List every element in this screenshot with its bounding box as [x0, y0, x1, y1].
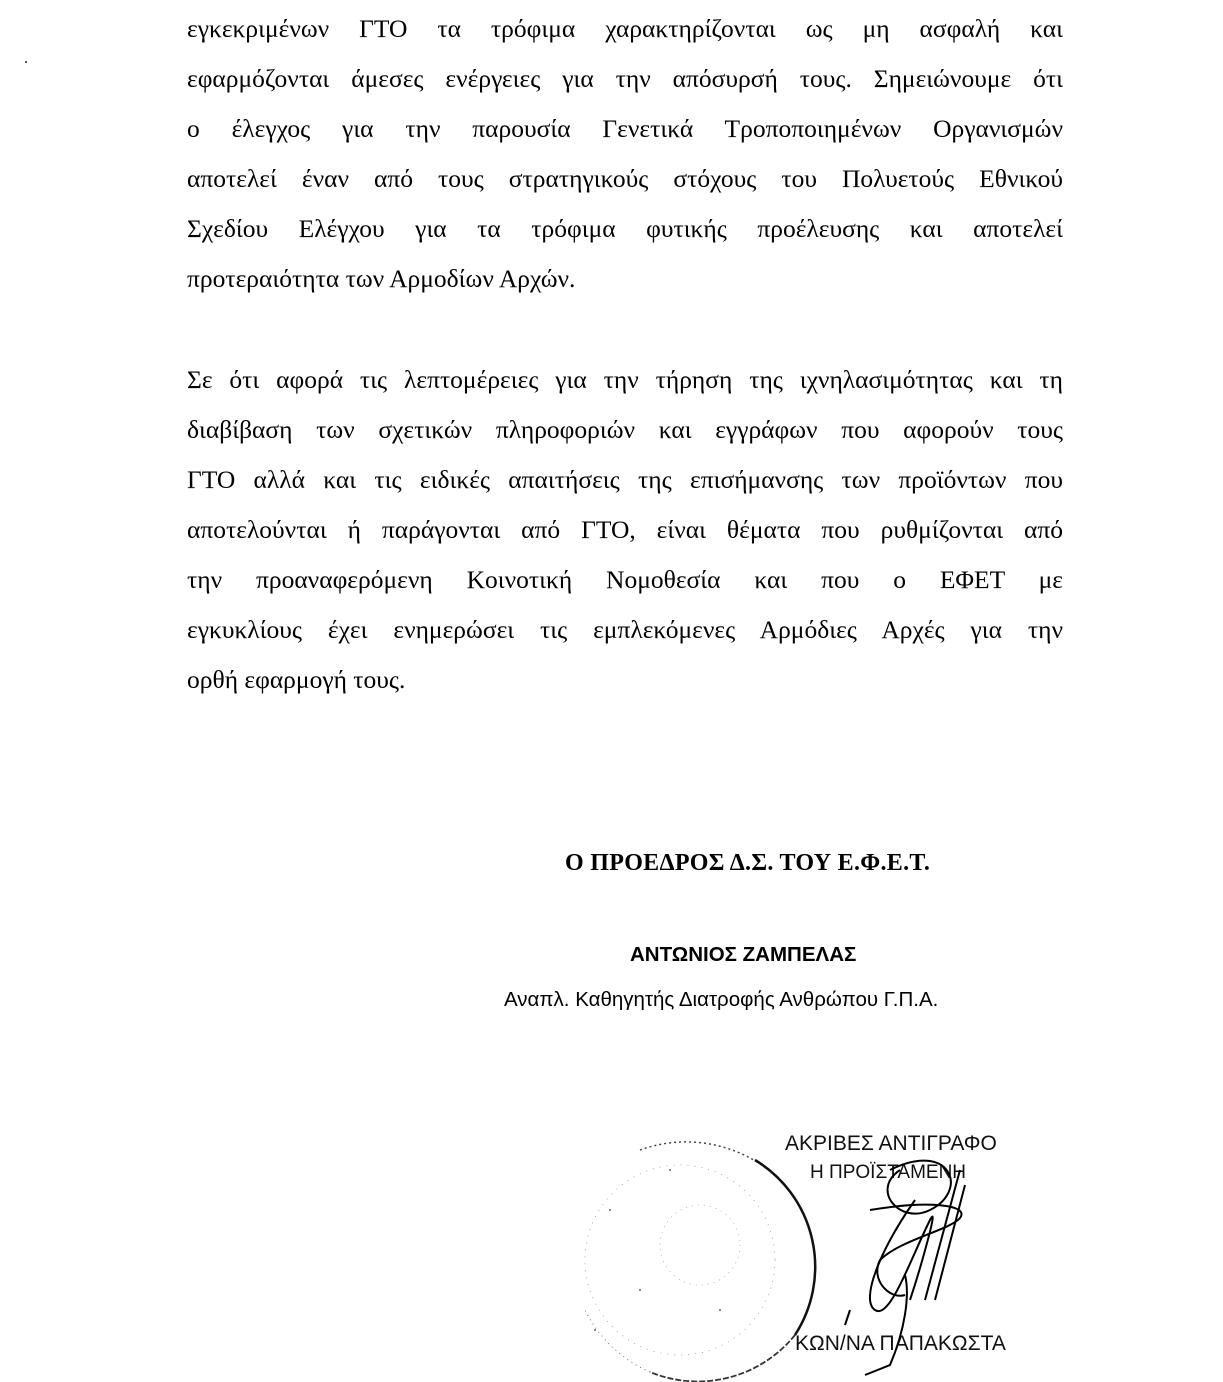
- text-line: εγκυκλίους έχει ενημερώσει τις εμπλεκόμενες Αρμόδιες Αρχές για την: [187, 615, 1063, 644]
- text-line: αποτελούνται ή παράγονται από ΓΤΟ, είναι θέματα που ρυθμίζονται από: [187, 515, 1063, 544]
- text-line: ορθή εφαρμογή τους.: [187, 665, 406, 694]
- text-line: ΓΤΟ αλλά και τις ειδικές απαιτήσεις της επισήμανσης των προϊόντων που: [187, 465, 1063, 494]
- text-line: Σε ότι αφορά τις λεπτομέρειες για την τήρηση της ιχνηλασιμότητας και τη: [187, 365, 1063, 394]
- certification-stamp: [570, 1110, 1050, 1382]
- stamp-signer: ΚΩΝ/ΝΑ ΠΑΠΑΚΩΣΤΑ: [795, 1332, 1006, 1355]
- scan-speck: [25, 61, 27, 63]
- text-line: προτεραιότητα των Αρμοδίων Αρχών.: [187, 264, 576, 293]
- text-line: εγκεκριμένων ΓΤΟ τα τρόφιμα χαρακτηρίζονται ως μη ασφαλή και: [187, 14, 1063, 43]
- signatory-name: ΑΝΤΩΝΙΟΣ ΖΑΜΠΕΛΑΣ: [630, 943, 857, 966]
- text-line: εφαρμόζονται άμεσες ενέργειες για την απόσυρσή τους. Σημειώνουμε ότι: [187, 64, 1063, 93]
- signatory-title: Ο ΠΡΟΕΔΡΟΣ Δ.Σ. ΤΟΥ Ε.Φ.Ε.Τ.: [565, 850, 931, 876]
- official-seal-icon: [585, 1142, 815, 1382]
- stamp-line-2: Η ΠΡΟΪΣΤΑΜΕΝΗ: [810, 1162, 967, 1183]
- signatory-role: Αναπλ. Καθηγητής Διατροφής Ανθρώπου Γ.Π.Α.: [504, 988, 939, 1011]
- stamp-line-1: ΑΚΡΙΒΕΣ ΑΝΤΙΓΡΑΦΟ: [785, 1132, 997, 1155]
- text-line: Σχεδίου Ελέγχου για τα τρόφιμα φυτικής προέλευσης και αποτελεί: [187, 214, 1063, 243]
- text-line: αποτελεί έναν από τους στρατηγικούς στόχους του Πολυετούς Εθνικού: [187, 164, 1063, 193]
- text-line: ο έλεγχος για την παρουσία Γενετικά Τροποποιημένων Οργανισμών: [187, 114, 1063, 143]
- text-line: διαβίβαση των σχετικών πληροφοριών και εγγράφων που αφορούν τους: [187, 415, 1063, 444]
- text-line: την προαναφερόμενη Κοινοτική Νομοθεσία και που ο ΕΦΕΤ με: [187, 565, 1063, 594]
